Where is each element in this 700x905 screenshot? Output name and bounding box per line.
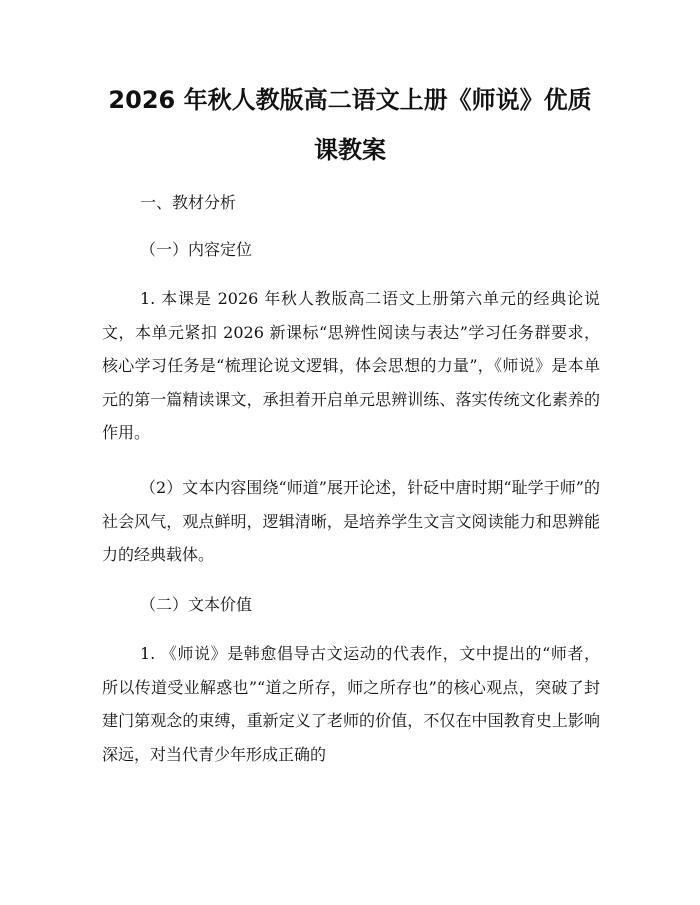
section-heading-textbook-analysis: 一、教材分析 <box>140 193 237 212</box>
paragraph-1: 1. 本课是 2026 年秋人教版高二语文上册第六单元的经典论说文，本单元紧扣 2026 新课标“思辨性阅读与表达”学习任务群要求，核心学习任务是“梳理论说文逻辑，体会思想的力量”，《师说》是本单元的第一篇精读课文，承担着开启单元思辨训练、落实传统文化素养的作用。 <box>102 289 600 442</box>
subsection-heading-content-positioning: （一）内容定位 <box>140 240 253 259</box>
document-title-line1: 2026 年秋人教版高二语文上册《师说》优质 <box>108 86 592 114</box>
document-title-line2: 课教案 <box>314 136 386 164</box>
paragraph-2: （2）文本内容围绕“师道”展开论述，针砭中唐时期“耻学于师”的社会风气，观点鲜明，逻辑清晰，是培养学生文言文阅读能力和思辨能力的经典载体。 <box>102 478 600 564</box>
subsection-heading-text-value: （二）文本价值 <box>140 595 253 614</box>
paragraph-3: 1. 《师说》是韩愈倡导古文运动的代表作，文中提出的“师者，所以传道受业解惑也”“道之所存，师之所存也”的核心观点，突破了封建门第观念的束缚，重新定义了老师的价值，不仅在中国教育史上影响深远，对当代青少年形成正确的 <box>102 644 600 764</box>
